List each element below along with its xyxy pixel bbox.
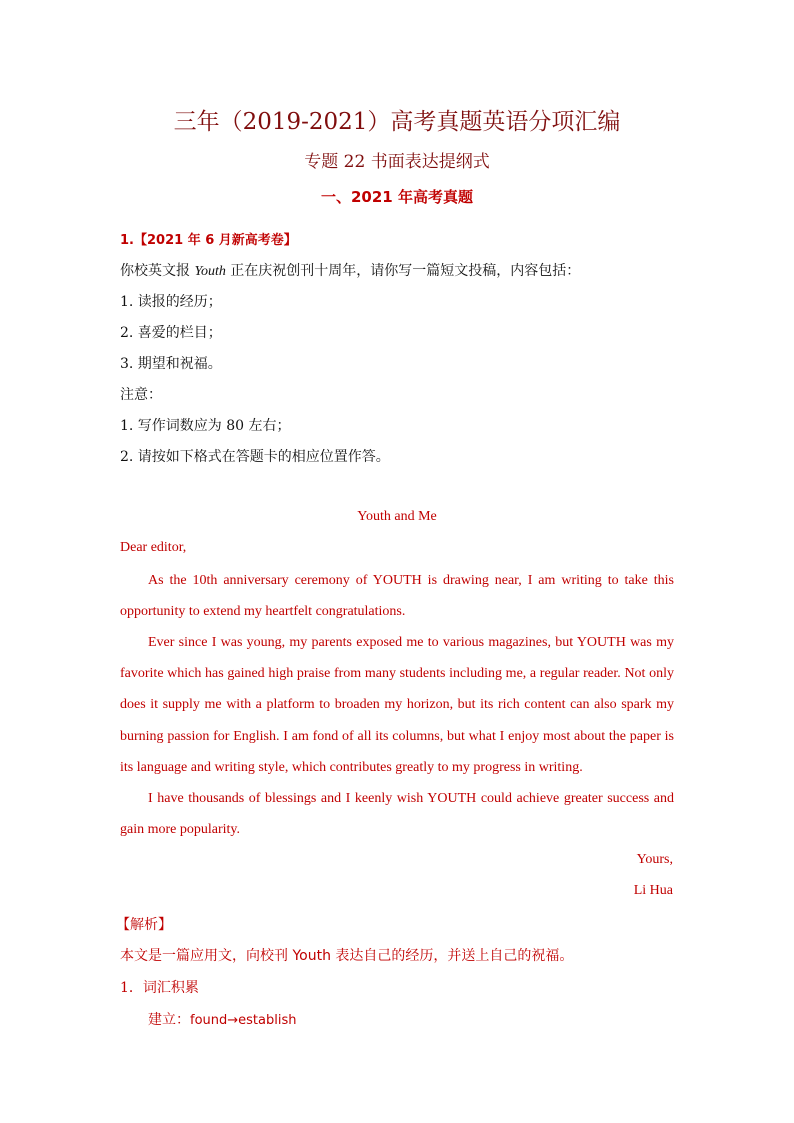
essay-salutation: Dear editor, — [120, 540, 187, 555]
requirement-item-1: 1. 读报的经历； — [120, 294, 222, 310]
prompt-italic: Youth — [194, 264, 226, 279]
question-prompt — [120, 260, 580, 280]
summary-before: 本文是一篇应用文，向校刊 — [120, 948, 293, 964]
essay-paragraph-1-text: As the 10th anniversary ceremony of YOUTH is drawing near, I am writing to take this opportunity to extend my heartfelt congratulations. — [120, 573, 674, 620]
essay-title: Youth and Me — [357, 509, 437, 524]
requirement-item-2: 2. 喜爱的栏目； — [120, 325, 222, 341]
essay-paragraph-3 — [120, 783, 674, 845]
requirement-item-3: 3. 期望和祝福。 — [120, 356, 222, 372]
analysis-summary — [120, 945, 573, 965]
essay-closing: Yours, — [636, 852, 673, 867]
essay-signature: Li Hua — [633, 883, 673, 898]
summary-after: 表达自己的经历，并送上自己的祝福。 — [330, 948, 574, 964]
page-title: 三年（2019-2021）高考真题英语分项汇编 — [173, 109, 621, 135]
essay-paragraph-1 — [120, 565, 674, 627]
note-item-1: 1. 写作词数应为 80 左右； — [120, 418, 291, 434]
prompt-after: 正在庆祝创刊十周年，请你写一篇短文投稿，内容包括： — [225, 263, 581, 279]
summary-highlight: Youth — [292, 948, 331, 964]
section-heading: 一、2021 年高考真题 — [321, 188, 473, 206]
question-label: 1.【2021 年 6 月新高考卷】 — [120, 233, 297, 248]
analysis-section-vocabulary: 1．词汇积累 — [120, 980, 199, 996]
page-subtitle: 专题 22 书面表达提纲式 — [304, 152, 490, 172]
vocab-entry — [148, 1009, 296, 1029]
vocab-value: found→establish — [190, 1013, 297, 1028]
essay-paragraph-2-text: Ever since I was young, my parents exposed me to various magazines, but YOUTH was my favorite which has gained high praise from many students including me, a regular reader. Not only does it supply me with a platform to broaden my horizon, but its rich content can also spark my burning passion for English. I am fond of all its columns, but what I enjoy most about the paper is its language and writing style, which contributes greatly to my progress in writing. — [120, 635, 674, 775]
prompt-before: 你校英文报 — [120, 263, 195, 279]
notice-label: 注意： — [120, 387, 162, 403]
essay-paragraph-3-text: I have thousands of blessings and I keenly wish YOUTH could achieve greater success and gain more popularity. — [120, 791, 674, 838]
analysis-label: 【解析】 — [116, 917, 172, 933]
essay-paragraph-2 — [120, 627, 674, 783]
vocab-label: 建立： — [148, 1012, 190, 1028]
note-item-2: 2. 请按如下格式在答题卡的相应位置作答。 — [120, 449, 390, 465]
